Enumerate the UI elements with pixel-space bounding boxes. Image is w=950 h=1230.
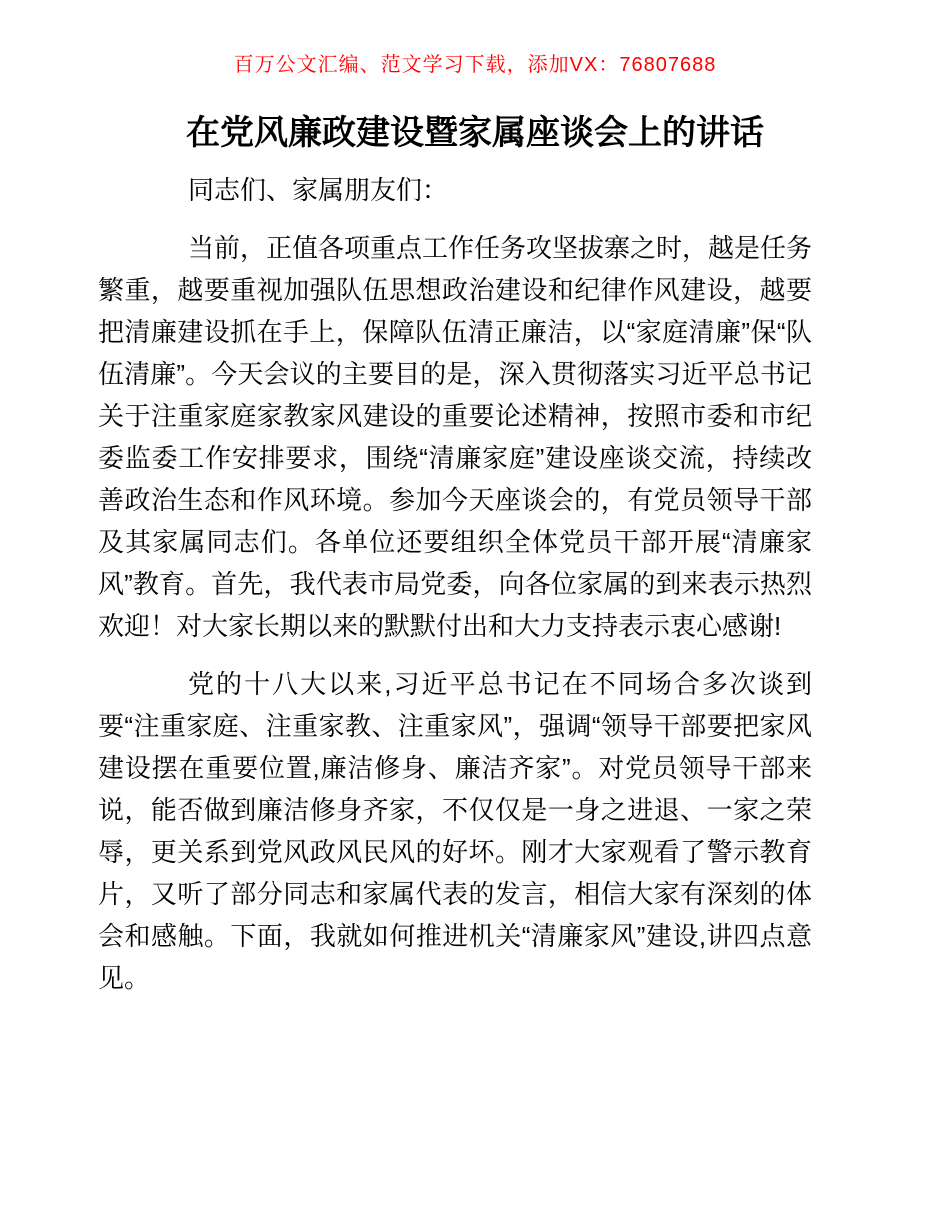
promo-notice: 百万公文汇编、范文学习下载，添加VX：76807688 <box>233 54 717 76</box>
body-paragraph: 当前，正值各项重点工作任务攻坚拔寨之时，越是任务繁重，越要重视加强队伍思想政治建设和纪律作风建设，越要把清廉建设抓在手上，保障队伍清正廉洁，以“家庭清廉”保“队伍清廉”。今天会议的主要目的是，深入贯彻落实习近平总书记关于注重家庭家教家风建设的重要论述精神，按照市委和市纪委监委工作安排要求，围绕“清廉家庭”建设座谈交流，持续改善政治生态和作风环境。参加今天座谈会的，有党员领导干部及其家属同志们。各单位还要组织全体党员干部开展“清廉家风”教育。首先，我代表市局党委，向各位家属的到来表示热烈欢迎！对大家长期以来的默默付出和大力支持表示衷心感谢! <box>98 233 813 641</box>
greeting-line: 同志们、家属朋友们： <box>188 175 449 205</box>
document-body <box>98 169 812 999</box>
document-title: 在党风廉政建设暨家属座谈会上的讲话 <box>186 114 764 152</box>
body-paragraph: 党的十八大以来,习近平总书记在不同场合多次谈到要“注重家庭、注重家教、注重家风”，强调“领导干部要把家风建设摆在重要位置,廉洁修身、廉洁齐家”。对党员领导干部来说，能否做到廉洁修身齐家，不仅仅是一身之进退、一家之荣辱，更关系到党风政风民风的好坏。刚才大家观看了警示教育片，又听了部分同志和家属代表的发言，相信大家有深刻的体会和感触。下面，我就如何推进机关“清廉家风”建设,讲四点意见。 <box>98 669 812 993</box>
